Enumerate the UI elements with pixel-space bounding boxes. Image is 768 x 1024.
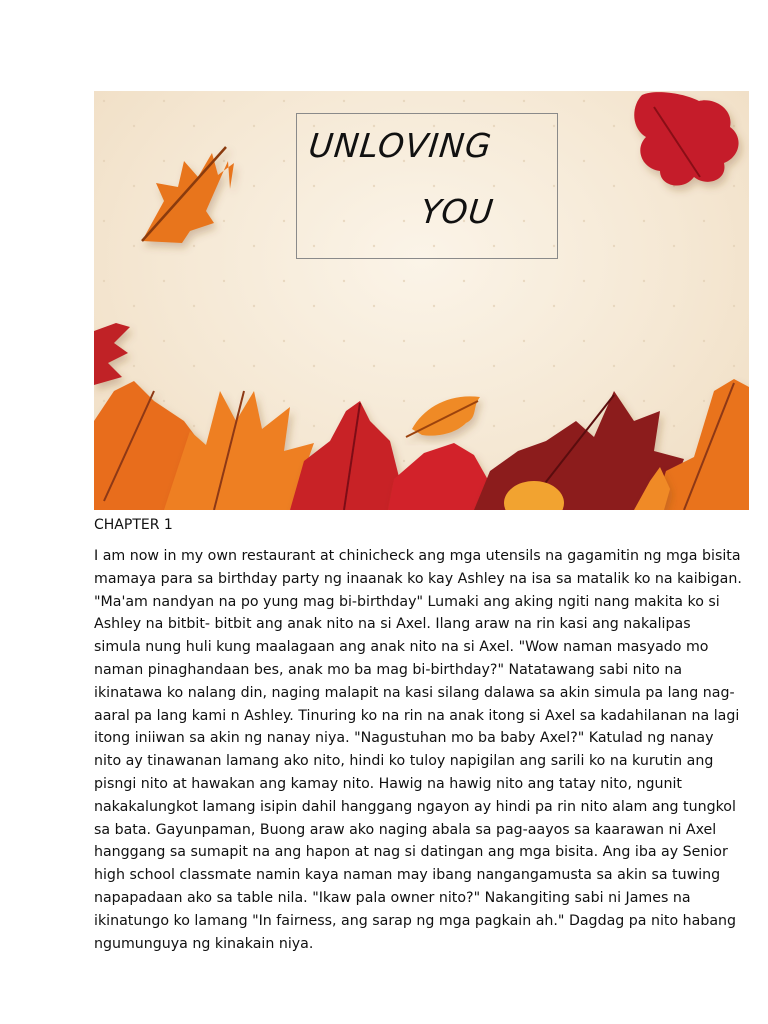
body-line: "Ma'am nandyan na po yung mag bi-birthday" Lumaki ang aking ngiti nang makita ko si bbox=[94, 593, 720, 610]
body-line: nito ay tinawanan lamang ako nito, hindi ko tuloy napigilan ang sarili ko na kurutin ang bbox=[94, 753, 714, 770]
title-box bbox=[296, 113, 558, 259]
body-line: hanggang sa sumapit na ang hapon at nag si datingan ang mga bisita. Ang iba ay Senior bbox=[94, 844, 728, 861]
body-line: mamaya para sa birthday party ng inaanak ko kay Ashley na isa sa matalik ko na kaibigan. bbox=[94, 570, 742, 587]
chapter-heading: CHAPTER 1 bbox=[94, 517, 173, 533]
body-line: napapadaan ako sa table nila. "Ikaw pala owner nito?" Nakangiting sabi ni James na bbox=[94, 889, 691, 906]
body-line: Ashley na bitbit- bitbit ang anak nito na si Axel. Ilang araw na rin kasi ang nakalipas bbox=[94, 616, 691, 633]
body-line: sa bata. Gayunpaman, Buong araw ako naging abala sa pag-aayos sa kaarawan ni Axel bbox=[94, 821, 717, 838]
body-line: ikinatawa ko nalang din, naging malapit na kasi silang dalawa sa akin simula pa lang nag- bbox=[94, 684, 735, 701]
body-line: pisngi nito at hawakan ang kamay nito. Hawig na hawig nito ang tatay nito, ngunit bbox=[94, 775, 682, 792]
body-line: simula nung huli kung maalagaan ang anak nito na si Axel. "Wow naman masyado mo bbox=[94, 639, 709, 656]
body-line: itong iniiwan sa akin ng nanay niya. "Nagustuhan mo ba baby Axel?" Katulad ng nanay bbox=[94, 730, 714, 747]
book-title-line1: UNLOVING bbox=[306, 126, 494, 165]
body-line: ngumunguya ng kinakain niya. bbox=[94, 935, 314, 952]
body-line: high school classmate namin kaya naman may ibang nangangamusta sa akin sa tuwing bbox=[94, 867, 721, 884]
chapter-body bbox=[94, 545, 756, 955]
body-line: naman pinaghandaan bes, anak mo ba mag bi-birthday?" Natatawang sabi nito na bbox=[94, 661, 683, 678]
cover-image bbox=[94, 91, 749, 510]
body-line: ikinatungo ko lamang "In fairness, ang sarap ng mga pagkain ah." Dagdag pa nito habang bbox=[94, 912, 737, 929]
body-line: I am now in my own restaurant at chinicheck ang mga utensils na gagamitin ng mga bisita bbox=[94, 548, 741, 564]
book-title-line2: YOU bbox=[418, 192, 496, 231]
body-line: nakakalungkot lamang isipin dahil hanggang ngayon ay hindi pa rin nito alam ang tungkol bbox=[94, 798, 736, 815]
body-line: aaral pa lang kami n Ashley. Tinuring ko na rin na anak itong si Axel sa kadahilanan na lagi bbox=[94, 707, 740, 724]
